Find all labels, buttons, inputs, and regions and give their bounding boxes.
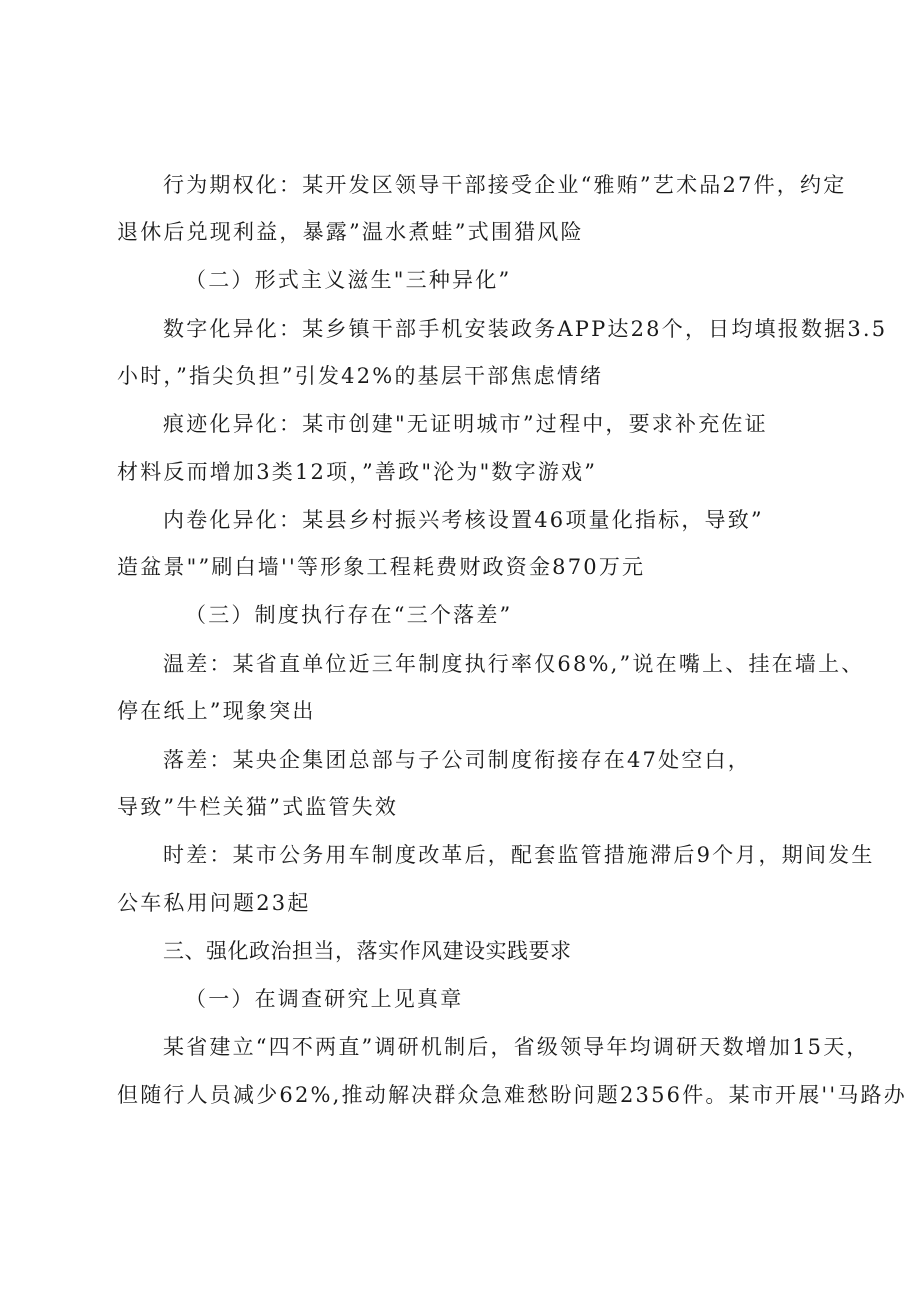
- paragraph-trace-alienation-cont: 材料反而增加3类12项，”善政"沦为"数字游戏”: [117, 460, 598, 484]
- paragraph-involution-alienation: 内卷化异化：某县乡村振兴考核设置46项量化指标，导致”: [163, 508, 764, 532]
- subheading-research: （一）在调查研究上见真章: [185, 987, 464, 1011]
- paragraph-time-gap: 时差：某市公务用车制度改革后，配套监管措施滞后9个月，期间发生: [163, 843, 875, 867]
- paragraph-behavior-option-cont: 退休后兑现利益，暴露”温水煮蛙”式围猎风险: [117, 220, 584, 244]
- paragraph-time-gap-cont: 公车私用问题23起: [117, 891, 311, 915]
- subheading-formalism: （二）形式主义滋生"三种异化”: [185, 268, 512, 292]
- paragraph-trace-alienation: 痕迹化异化：某市创建"无证明城市”过程中，要求补充佐证: [163, 412, 768, 436]
- paragraph-temperature-gap: 温差：某省直单位近三年制度执行率仅68%,”说在嘴上、挂在墙上、: [163, 652, 865, 676]
- paragraph-drop-gap-cont: 导致”牛栏关猫”式监管失效: [117, 795, 399, 819]
- section-heading-three: 三、强化政治担当，落实作风建设实践要求: [163, 939, 572, 963]
- paragraph-drop-gap: 落差：某央企集团总部与子公司制度衔接存在47处空白，: [163, 748, 751, 772]
- paragraph-involution-alienation-cont: 造盆景"”刷白墙''等形象工程耗费财政资金870万元: [117, 555, 646, 579]
- paragraph-research-mechanism: 某省建立“四不两直”调研机制后，省级领导年均调研天数增加15天，: [163, 1035, 870, 1059]
- paragraph-digital-alienation: 数字化异化：某乡镇干部手机安装政务APP达28个，日均填报数据3.5: [163, 317, 888, 341]
- paragraph-digital-alienation-cont: 小时，”指尖负担”引发42%的基层干部焦虑情绪: [117, 364, 604, 388]
- paragraph-temperature-gap-cont: 停在纸上”现象突出: [117, 699, 316, 723]
- paragraph-research-mechanism-cont: 但随行人员减少62%,推动解决群众急难愁盼问题2356件。某市开展''马路办: [117, 1083, 907, 1107]
- paragraph-behavior-option: 行为期权化：某开发区领导干部接受企业“雅贿”艺术品27件，约定: [163, 173, 847, 197]
- subheading-execution-gaps: （三）制度执行存在“三个落差”: [185, 603, 513, 627]
